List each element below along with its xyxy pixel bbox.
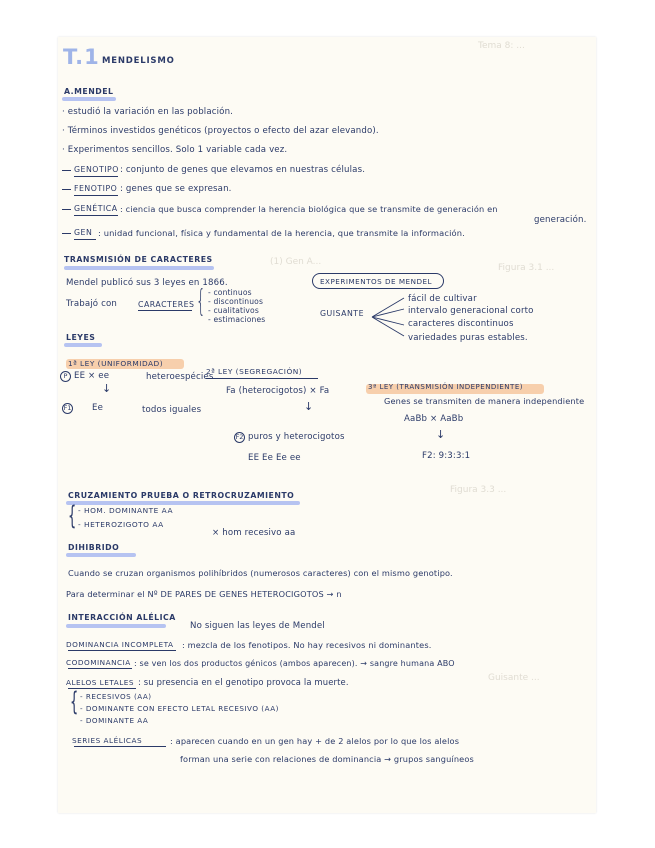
ley2-note: puros y heterocigotos	[248, 432, 345, 442]
heading-highlight	[64, 266, 214, 270]
ley2-title: 2ª LEY (SEGREGACIÓN)	[206, 367, 303, 376]
generation-marker: F2	[235, 433, 244, 441]
ley2-cross: Fa (heterocigotos) × Fa	[226, 386, 330, 396]
heading-interaccion: INTERACCIÓN ALÉLICA	[68, 613, 176, 622]
dihibrido-line: Para determinar el Nº DE PARES DE GENES HETEROCIGOTOS → n	[66, 589, 342, 599]
mendel-line: · Experimentos sencillos. Solo 1 variable cada vez.	[62, 145, 288, 155]
curly-brace: {	[196, 284, 206, 319]
brace-item: - discontinuos	[208, 297, 264, 306]
heading-dihibrido: DIHIBRIDO	[68, 543, 120, 552]
heading-mendel: A.MENDEL	[64, 87, 114, 96]
term-fenotipo: FENOTIPO	[74, 184, 118, 193]
term-underline	[74, 176, 118, 177]
transmision-line: Trabajó con	[66, 299, 117, 309]
transmision-line: Mendel publicó sus 3 leyes en 1866.	[66, 278, 228, 288]
term-alelos-letales: ALELOS LETALES	[66, 678, 135, 687]
brace-item: - continuos	[208, 288, 252, 297]
mendel-line: · estudió la variación en las población.	[62, 107, 234, 117]
interaccion-line: : se ven los dos productos génicos (ambos aparecen). → sangre humana ABO	[134, 659, 455, 668]
dash-bullet	[62, 209, 71, 210]
ley1-f1-note: todos iguales	[142, 405, 202, 415]
guisante-item: variedades puras estables.	[408, 333, 528, 343]
cruzamiento-item: - HOM. DOMINANTE AA	[78, 506, 173, 515]
guisante-item: fácil de cultivar	[408, 294, 477, 304]
interaccion-subtitle: No siguen las leyes de Mendel	[190, 621, 325, 631]
curly-brace: {	[70, 687, 79, 717]
term-underline	[206, 378, 318, 379]
term-underline	[74, 746, 166, 747]
ley2-genotypes: EE Ee Ee ee	[248, 453, 301, 463]
def-gen: : unidad funcional, física y fundamental de la herencia, que transmite la información.	[98, 228, 465, 238]
down-arrow: ↓	[436, 428, 446, 441]
ley1-note: heteroespécies	[146, 372, 214, 382]
term-dominancia-incompleta: DOMINANCIA INCOMPLETA	[66, 640, 174, 649]
term-genotipo: GENOTIPO	[74, 165, 119, 174]
series-line: : aparecen cuando en un gen hay + de 2 alelos por lo que los alelos	[170, 736, 460, 746]
bleed-text: Guisante ...	[488, 673, 540, 683]
heading-cruzamiento: CRUZAMIENTO PRUEBA O RETROCRUZAMIENTO	[68, 491, 295, 500]
bleed-text: Figura 3.1 ...	[498, 263, 555, 273]
term-underline	[74, 195, 118, 196]
mendel-line: · Términos investidos genéticos (proyectos o efecto del azar elevando).	[62, 126, 379, 136]
term-caracteres: CARACTERES	[138, 300, 195, 309]
down-arrow: ↓	[304, 400, 314, 413]
guisante-label: GUISANTE	[320, 309, 364, 318]
curly-brace: {	[68, 501, 77, 531]
heading-highlight	[64, 343, 102, 347]
term-codominancia: CODOMINANCIA	[66, 658, 131, 667]
ley1-cross: EE × ee	[74, 371, 110, 381]
letal-item: - DOMINANTE AA	[80, 716, 149, 725]
series-line: forman una serie con relaciones de dominancia → grupos sanguíneos	[180, 754, 474, 764]
dihibrido-line: Cuando se cruzan organismos polihíbridos (numerosos caracteres) con el mismo genotipo.	[68, 568, 453, 578]
guisante-item: intervalo generacional corto	[408, 306, 534, 316]
heading-highlight	[62, 97, 116, 101]
def-genotipo: : conjunto de genes que elevamos en nuestras células.	[120, 165, 366, 175]
def-fenotipo: : genes que se expresan.	[120, 184, 232, 194]
notebook-page	[58, 37, 596, 813]
def-genetica: : ciencia que busca comprender la herencia biológica que se transmite de generación en	[120, 204, 498, 214]
term-underline	[68, 668, 132, 669]
heading-leyes: LEYES	[66, 333, 96, 342]
page-title: MENDELISMO	[102, 56, 175, 66]
term-underline	[68, 650, 176, 651]
def-genetica-cont: generación.	[534, 215, 587, 225]
guisante-item: caracteres discontinuos	[408, 319, 514, 329]
brace-item: - cualitativos	[208, 306, 259, 315]
term-underline	[74, 239, 96, 240]
term-gen: GEN	[74, 228, 93, 237]
heading-transmision: TRANSMISIÓN DE CARACTERES	[64, 255, 213, 264]
heading-highlight	[66, 553, 136, 557]
term-genetica: GENÉTICA	[74, 204, 118, 213]
dash-bullet	[62, 189, 71, 190]
bleed-text: (1) Gen A...	[270, 257, 322, 267]
generation-marker: F1	[63, 404, 72, 412]
term-underline	[138, 310, 192, 311]
brace-item: - estimaciones	[208, 315, 266, 324]
down-arrow: ↓	[102, 382, 112, 395]
branch-lines	[370, 292, 406, 342]
ley3-ratio: F2: 9:3:3:1	[422, 451, 471, 461]
dash-bullet	[62, 170, 71, 171]
ley1-title: 1ª LEY (UNIFORMIDAD)	[68, 359, 164, 368]
ley3-title: 3ª LEY (TRANSMISIÓN INDEPENDIENTE)	[368, 383, 523, 391]
letal-item: - RECESIVOS (AA)	[80, 692, 152, 701]
interaccion-line: : mezcla de los fenotipos. No hay recesivos ni dominantes.	[182, 640, 432, 650]
cruzamiento-item: - HETEROZIGOTO AA	[78, 520, 164, 529]
ley3-line: Genes se transmiten de manera independiente	[384, 396, 585, 406]
heading-highlight	[66, 624, 166, 628]
ley1-f1: Ee	[92, 403, 104, 413]
bleed-text: Tema 8: ...	[478, 41, 525, 51]
term-underline	[74, 215, 118, 216]
dash-bullet	[62, 233, 71, 234]
ley3-cross: AaBb × AaBb	[404, 414, 464, 424]
cruzamiento-cross: × hom recesivo aa	[212, 528, 296, 538]
interaccion-line: : su presencia en el genotipo provoca la muerte.	[138, 677, 349, 687]
generation-marker: P	[60, 371, 71, 382]
letal-item: - DOMINANTE CON EFECTO LETAL RECESIVO (AA)	[80, 704, 279, 713]
term-series-alelicas: SERIES ALÉLICAS	[72, 736, 143, 745]
topic-number: T.1	[63, 45, 100, 69]
box-label: EXPERIMENTOS DE MENDEL	[320, 277, 433, 286]
bleed-text: Figura 3.3 ...	[450, 485, 507, 495]
